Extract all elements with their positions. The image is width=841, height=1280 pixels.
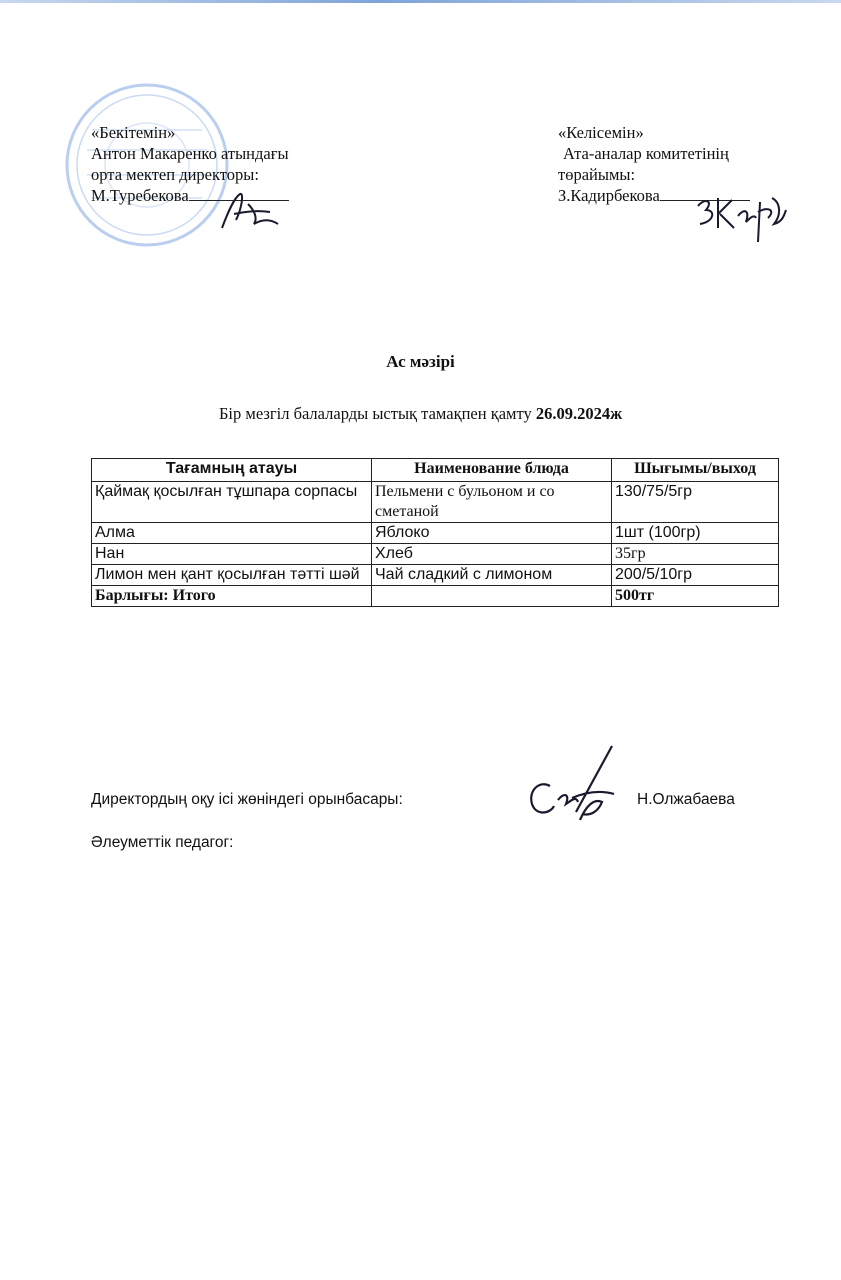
menu-table (91, 458, 779, 607)
table-total-row (92, 586, 779, 607)
cell-ru: Хлеб (372, 544, 612, 565)
agree-line-2: төрайымы: (558, 165, 636, 184)
approve-line-2: орта мектеп директоры: (91, 165, 259, 184)
page-title: Ас мәзірі (386, 352, 455, 371)
subtitle-date: 26.09.2024ж (535, 404, 623, 423)
agree-name: З.Кадирбекова (558, 186, 660, 205)
agree-line-1: Ата-аналар комитетінің (563, 144, 729, 163)
approve-signature-icon (214, 188, 284, 234)
cell-output: 35гр (612, 544, 779, 565)
cell-output: 200/5/10гр (612, 565, 779, 586)
approve-line-1: Антон Макаренко атындағы (91, 144, 289, 163)
total-output: 500тг (612, 586, 779, 607)
table-header-row (92, 459, 779, 482)
table-row (92, 565, 779, 586)
pedagog-role: Әлеуметтік педагог: (91, 834, 234, 851)
header-kz-name: Тағамның атауы (92, 459, 372, 482)
approve-name: М.Туребекова (91, 186, 189, 205)
deputy-signature-icon (520, 742, 620, 828)
cell-output: 130/75/5гр (612, 482, 779, 523)
cell-kz: Қаймақ қосылған тұшпара сорпасы (92, 482, 372, 523)
cell-kz: Нан (92, 544, 372, 565)
deputy-role: Директордың оқу ісі жөніндегі орынбасары: (91, 791, 403, 808)
agree-signature-icon (688, 188, 788, 246)
cell-kz: Алма (92, 523, 372, 544)
table-row (92, 482, 779, 523)
page-subtitle (0, 404, 841, 424)
agree-heading: «Келісемін» (558, 123, 644, 142)
total-ru (372, 586, 612, 607)
table-row (92, 544, 779, 565)
approve-heading: «Бекітемін» (91, 123, 176, 142)
header-ru-name: Наименование блюда (372, 459, 612, 482)
total-label: Барлығы: Итого (92, 586, 372, 607)
cell-ru: Пельмени с бульоном и со сметаной (372, 482, 612, 523)
cell-kz: Лимон мен қант қосылған тәтті шәй (92, 565, 372, 586)
deputy-name: Н.Олжабаева (637, 791, 735, 808)
cell-ru: Яблоко (372, 523, 612, 544)
top-border-strip (0, 0, 841, 3)
cell-ru: Чай сладкий с лимоном (372, 565, 612, 586)
table-row (92, 523, 779, 544)
cell-output: 1шт (100гр) (612, 523, 779, 544)
subtitle-text: Бір мезгіл балаларды ыстық тамақпен қамту (218, 404, 532, 423)
header-output: Шығымы/выход (612, 459, 779, 482)
